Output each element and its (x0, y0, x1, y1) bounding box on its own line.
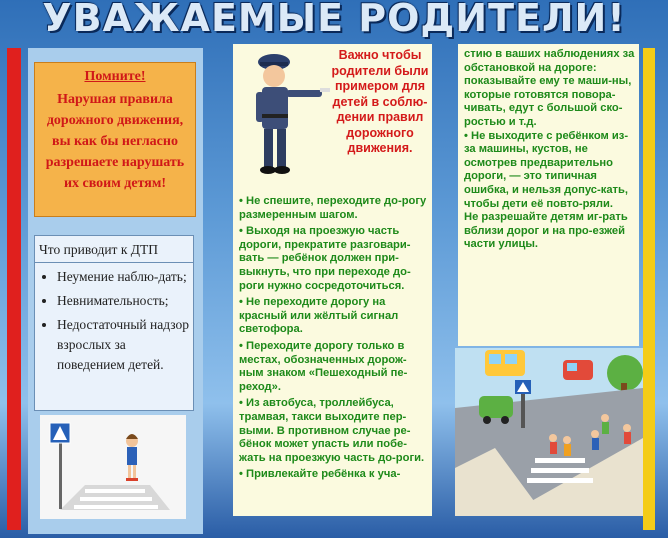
right-rules-list (464, 48, 636, 252)
middle-headline: Важно чтобы родители были примером для детей в соблю-дении правил дорожного движения. (331, 48, 429, 155)
rule-item: • Переходите дорогу только в местах, обозначенных дорож-ным знаком «Пешеходный пе-реход». (239, 339, 408, 393)
remember-box (34, 62, 196, 217)
rule-item: • Не выходите с ребёнком из-за машины, кустов, не осмотрев предварительно дороги, — это типичная ошибка, и нельзя допус-кать, чтобы дети её повто-ряли. (464, 129, 629, 210)
remember-text: Нарушая правила дорожного движения, вы как бы негласно разрешаете нарушать их своим детям! (45, 92, 185, 191)
traffic-officer-illustration (238, 50, 330, 180)
crosswalk-girl-illustration (40, 415, 186, 519)
rule-item: • Привлекайте ребёнка к уча- (239, 468, 401, 481)
cause-item: • Неумение наблю-дать; (57, 267, 193, 287)
yellow-stripe (643, 48, 655, 530)
rule-item: • Не переходите дорогу на красный или жёлтый сигнал светофора. (239, 296, 399, 336)
rule-item: Не разрешайте детям иг-рать вблизи дорог и на про-езжей части улицы. (464, 211, 628, 251)
rule-item: • Выходя на проезжую часть дороги, прекратите разговари-вать — ребёнок должен при-выкнуть, что при переходе до-роги нужно сосредоточиться. (239, 225, 411, 292)
accident-causes-box (34, 235, 194, 411)
rule-item: стию в ваших наблюдениях за обстановкой на дороге: показывайте ему те маши-ны, (464, 48, 635, 88)
remember-heading: Помните! (84, 69, 146, 84)
middle-rules-list (239, 195, 429, 485)
rule-item: • Из автобуса, троллейбуса, трамвая, такси выходите пер-выми. В противном случае ре-бёнок может упасть или побе-жать на проезжую часть до-роги. (239, 397, 425, 464)
cause-item: • Недостаточный надзор взрослых за поведением детей. (57, 315, 193, 375)
accident-causes-heading: Что приводит к ДТП (35, 236, 193, 263)
cause-item: • Невнимательность; (57, 291, 193, 311)
street-scene-illustration (455, 348, 643, 516)
poster-title: УВАЖАЕМЫЕ РОДИТЕЛИ! (42, 0, 626, 40)
red-stripe (7, 48, 21, 530)
rule-item: • Не спешите, переходите до-рогу размеренным шагом. (239, 195, 427, 221)
rule-item: которые готовятся повора-чивать, едут с большой ско-ростью и т.д. (464, 88, 623, 128)
